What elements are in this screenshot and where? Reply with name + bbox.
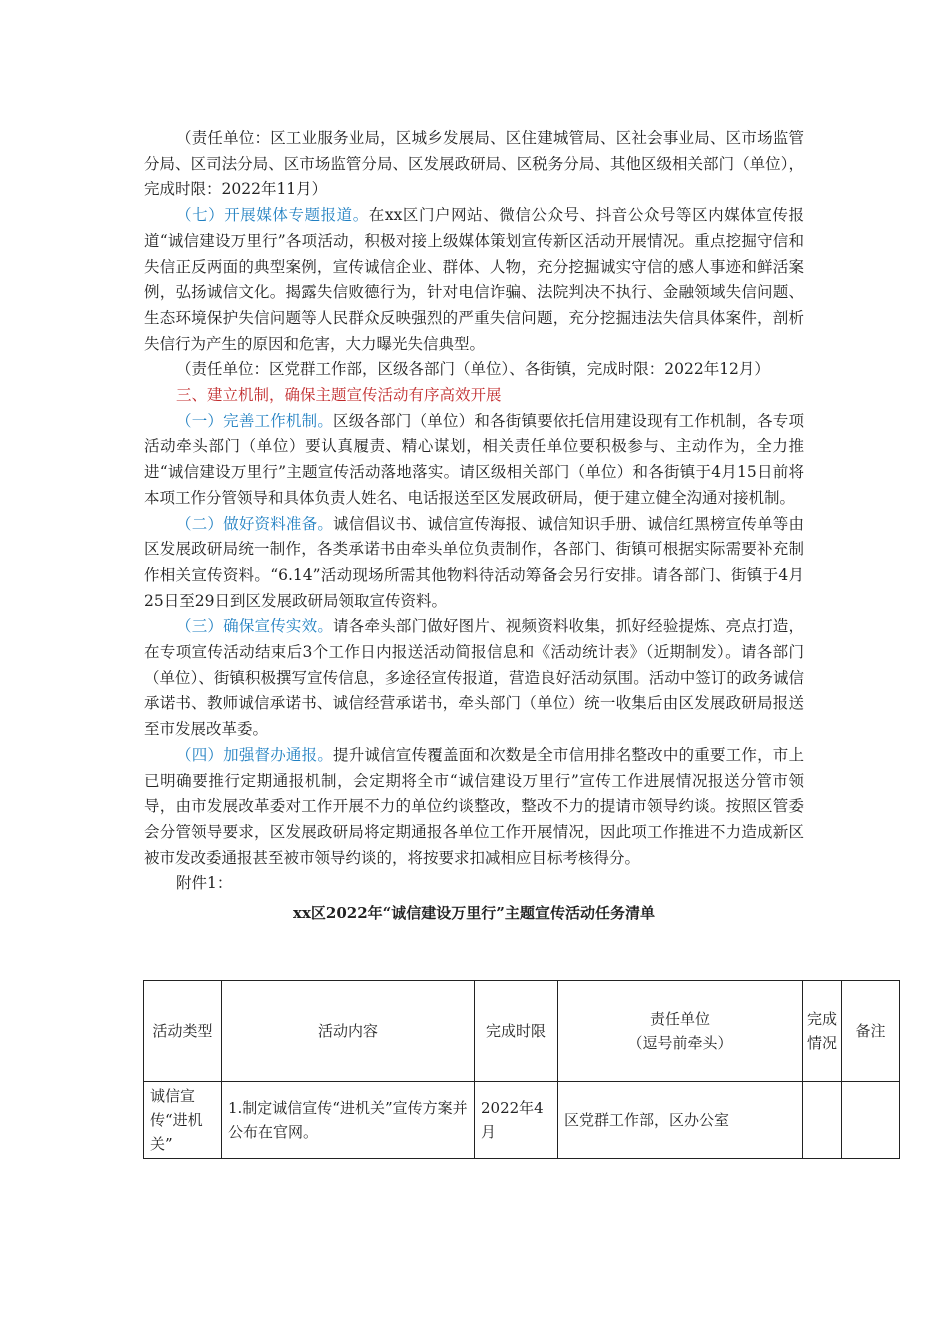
cell-completion-status	[803, 1082, 842, 1159]
cell-activity-type: 诚信宣传“进机关”	[144, 1082, 222, 1159]
subheading-effectiveness: （三）确保宣传实效。	[176, 617, 334, 636]
paragraph-materials-body: 诚信倡议书、诚信宣传海报、诚信知识手册、诚信红黑榜宣传单等由区发展政研局统一制作，各类承诺书由牵头单位负责制作，各部门、街镇可根据实际需要补充制作相关宣传资料。“6.14”活动现场所需其他物料待活动筹备会另行安排。请各部门、街镇于4月25日至29日到区发展政研局领取宣传资料。	[144, 514, 804, 610]
table-header-row	[144, 981, 900, 1082]
table-row	[144, 1082, 900, 1159]
header-responsible-unit	[558, 981, 803, 1082]
paragraph-media-reporting	[144, 203, 804, 357]
header-responsible-unit-note: （逗号前牵头）	[627, 1034, 733, 1052]
attachment-label: 附件1：	[176, 874, 233, 893]
subheading-work-mechanism: （一）完善工作机制。	[176, 411, 334, 430]
subheading-materials: （二）做好资料准备。	[176, 514, 334, 533]
paragraph-materials	[144, 512, 804, 615]
header-deadline: 完成时限	[475, 981, 558, 1082]
cell-responsible-unit: 区党群工作部，区办公室	[558, 1082, 803, 1159]
task-table	[143, 980, 900, 1159]
subheading-supervision: （四）加强督办通报。	[176, 745, 334, 764]
document-body	[144, 126, 804, 925]
cell-remark	[842, 1082, 900, 1159]
cell-deadline: 2022年4月	[475, 1082, 558, 1159]
paragraph-media-reporting-body: 在xx区门户网站、微信公众号、抖音公众号等区内媒体宣传报道“诚信建设万里行”各项活动，积极对接上级媒体策划宣传新区活动开展情况。重点挖掘守信和失信正反两面的典型案例，宣传诚信企业、群体、人物，充分挖掘诚实守信的感人事迹和鲜活案例，弘扬诚信文化。揭露失信败德行为，针对电信诈骗、法院判决不执行、金融领域失信问题、生态环境保护失信问题等人民群众反映强烈的严重失信问题，充分挖掘违法失信具体案件，剖析失信行为产生的原因和危害，大力曝光失信典型。	[144, 206, 804, 353]
paragraph-effectiveness	[144, 614, 804, 743]
header-responsible-unit-label: 责任单位	[649, 1010, 710, 1028]
header-remark: 备注	[842, 981, 900, 1082]
header-activity-type: 活动类型	[144, 981, 222, 1082]
paragraph-supervision-body: 提升诚信宣传覆盖面和次数是全市信用排名整改中的重要工作，市上已明确要推行定期通报机制，会定期将全市“诚信建设万里行”宣传工作进展情况报送分管市领导，由市发展改革委对工作开展不力的单位约谈整改，整改不力的提请市领导约谈。按照区管委会分管领导要求，区发展政研局将定期通报各单位工作开展情况，因此项工作推进不力造成新区被市发改委通报甚至被市领导约谈的，将按要求扣减相应目标考核得分。	[144, 745, 804, 867]
header-completion-status: 完成情况	[803, 981, 842, 1082]
table-title: xx区2022年“诚信建设万里行”主题宣传活动任务清单	[293, 904, 655, 923]
paragraph-supervision	[144, 743, 804, 872]
cell-activity-content: 1.制定诚信宣传“进机关”宣传方案并公布在官网。	[222, 1082, 475, 1159]
paragraph-effectiveness-body: 请各牵头部门做好图片、视频资料收集，抓好经验提炼、亮点打造，在专项宣传活动结束后3个工作日内报送活动简报信息和《活动统计表》（近期制发）。请各部门（单位）、街镇积极撰写宣传信息，多途径宣传报道，营造良好活动氛围。活动中签订的政务诚信承诺书、教师诚信承诺书、诚信经营承诺书，牵头部门（单位）统一收集后由区发展政研局报送至市发展改革委。	[144, 617, 804, 739]
responsibility-note-1: （责任单位：区工业服务业局，区城乡发展局、区住建城管局、区社会事业局、区市场监管分局、区司法分局、区市场监管分局、区发展政研局、区税务分局、其他区级相关部门（单位），完成时限：2022年11月）	[144, 129, 804, 199]
paragraph-work-mechanism	[144, 409, 804, 512]
header-activity-content: 活动内容	[222, 981, 475, 1082]
paragraph-work-mechanism-body: 区级各部门（单位）和各街镇要依托信用建设现有工作机制，各专项活动牵头部门（单位）要认真履责、精心谋划，相关责任单位要积极参与、主动作为，全力推进“诚信建设万里行”主题宣传活动落地落实。请区级相关部门（单位）和各街镇于4月15日前将本项工作分管领导和具体负责人姓名、电话报送至区发展政研局，便于建立健全沟通对接机制。	[144, 411, 804, 507]
responsibility-note-2: （责任单位：区党群工作部，区级各部门（单位）、各街镇，完成时限：2022年12月）	[176, 360, 770, 379]
subheading-media-reporting: （七）开展媒体专题报道。	[176, 206, 369, 225]
section-heading-3: 三、建立机制，确保主题宣传活动有序高效开展	[176, 386, 502, 405]
